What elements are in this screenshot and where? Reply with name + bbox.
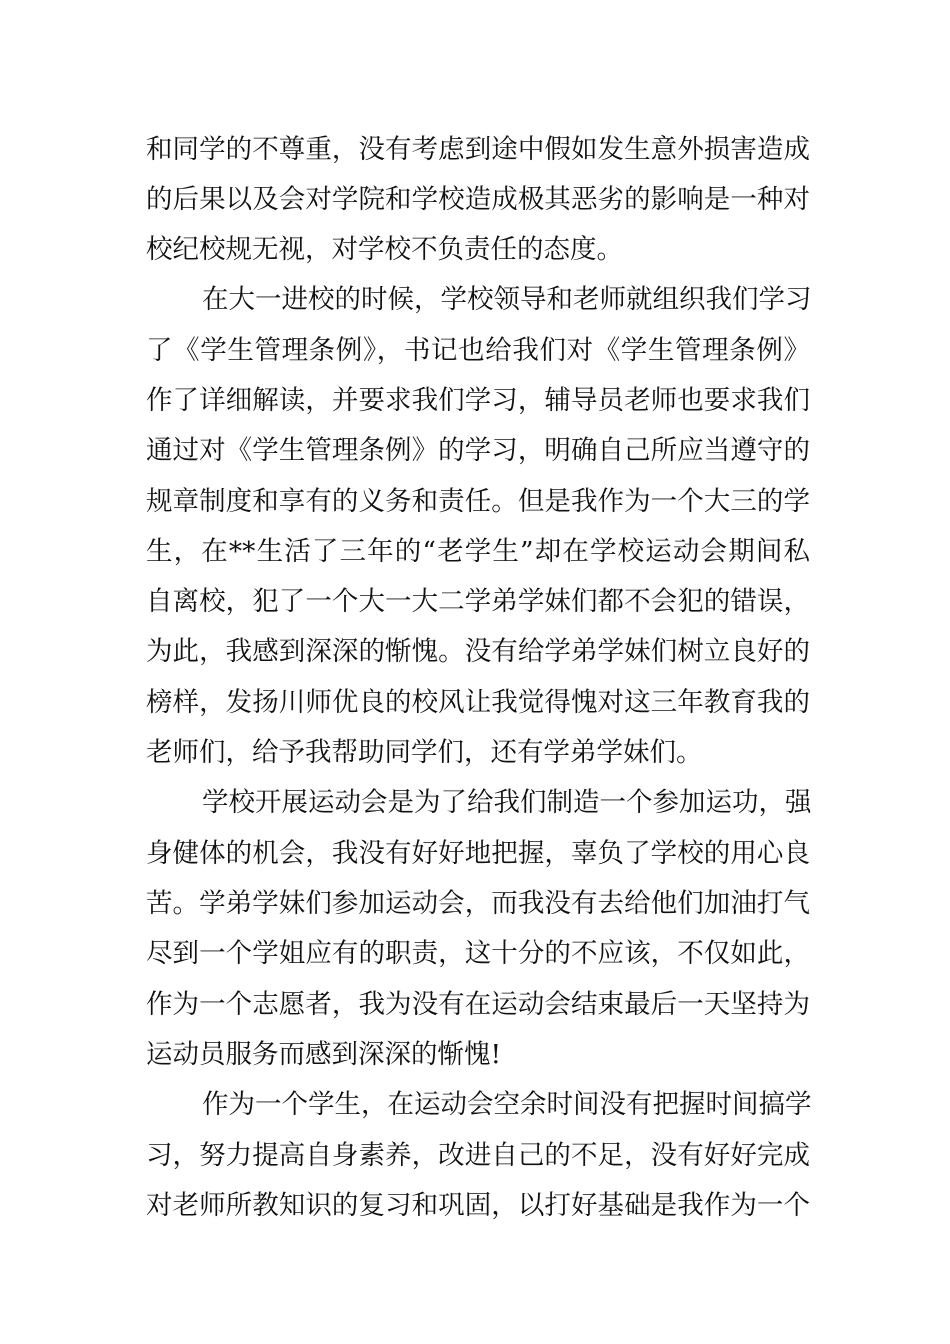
text-line: 习，努力提高自身素养，改进自己的不足，没有好好完成 [146, 1140, 810, 1171]
paragraph-first-line: 学校开展运动会是为了给我们制造一个参加运功，强 [202, 787, 812, 818]
text-line: 作为一个志愿者，我为没有在运动会结束最后一天坚持为 [146, 989, 810, 1020]
text-line: 通过对《学生管理条例》的学习，明确自己所应当遵守的 [146, 435, 810, 466]
text-line: 规章制度和享有的义务和责任。但是我作为一个大三的学 [146, 486, 810, 517]
text-line: 生，在**生活了三年的“老学生”却在学校运动会期间私 [146, 536, 810, 567]
text-line: 对老师所教知识的复习和巩固，以打好基础是我作为一个 [146, 1190, 810, 1221]
text-line: 了《学生管理条例》，书记也给我们对《学生管理条例》 [146, 335, 810, 366]
text-line: 为此，我感到深深的惭愧。没有给学弟学妹们树立良好的 [146, 636, 810, 667]
text-line: 和同学的不尊重，没有考虑到途中假如发生意外损害造成 [146, 134, 810, 165]
text-line: 老师们，给予我帮助同学们，还有学弟学妹们。 [146, 737, 703, 768]
text-line: 的后果以及会对学院和学校造成极其恶劣的影响是一种对 [146, 184, 810, 215]
text-line: 榜样，发扬川师优良的校风让我觉得愧对这三年教育我的 [146, 687, 810, 718]
text-line: 作了详细解读，并要求我们学习，辅导员老师也要求我们 [146, 385, 810, 416]
paragraph-first-line: 作为一个学生，在运动会空余时间没有把握时间搞学 [202, 1089, 812, 1120]
paragraph-first-line: 在大一进校的时候，学校领导和老师就组织我们学习 [202, 284, 812, 315]
text-line: 自离校，犯了一个大一大二学弟学妹们都不会犯的错误， [146, 586, 810, 617]
text-line: 校纪校规无视，对学校不负责任的态度。 [146, 234, 623, 265]
text-line: 运动员服务而感到深深的惭愧! [146, 1039, 502, 1070]
text-line: 身健体的机会，我没有好好地把握，辜负了学校的用心良 [146, 838, 810, 869]
text-line: 尽到一个学姐应有的职责，这十分的不应该，不仅如此， [146, 938, 810, 969]
text-line: 苦。学弟学妹们参加运动会，而我没有去给他们加油打气 [146, 888, 810, 919]
